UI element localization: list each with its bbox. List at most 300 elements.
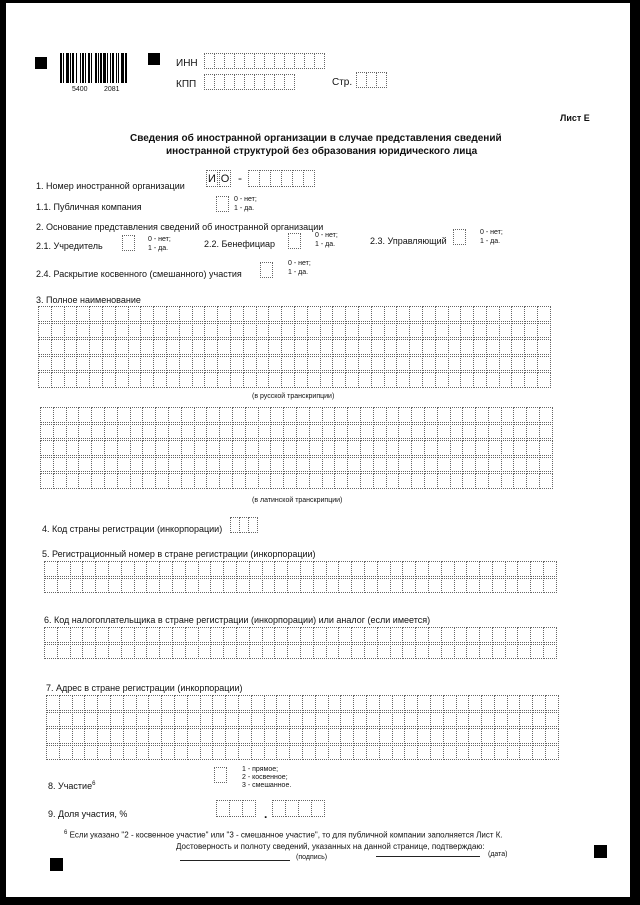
input-cell[interactable] bbox=[347, 424, 361, 440]
input-cell[interactable] bbox=[181, 440, 195, 456]
input-cell[interactable] bbox=[430, 695, 444, 711]
input-cell[interactable] bbox=[140, 372, 154, 388]
input-cell[interactable] bbox=[245, 424, 259, 440]
input-cell[interactable] bbox=[76, 339, 90, 355]
input-cell[interactable] bbox=[225, 745, 239, 761]
input-cell[interactable] bbox=[462, 440, 476, 456]
input-cell[interactable] bbox=[123, 695, 137, 711]
input-cell[interactable] bbox=[351, 578, 365, 594]
input-cell[interactable] bbox=[296, 457, 310, 473]
input-cell[interactable] bbox=[307, 323, 321, 339]
input-cell[interactable] bbox=[146, 644, 160, 660]
input-cell[interactable] bbox=[217, 306, 231, 322]
input-cell[interactable] bbox=[128, 372, 142, 388]
date-line[interactable] bbox=[376, 856, 480, 857]
taxpayer-code-grid[interactable] bbox=[44, 627, 556, 660]
input-cell[interactable] bbox=[217, 372, 231, 388]
input-cell[interactable] bbox=[507, 745, 521, 761]
input-cell[interactable] bbox=[192, 306, 206, 322]
input-cell[interactable] bbox=[532, 695, 546, 711]
input-cell[interactable] bbox=[40, 424, 54, 440]
input-cell[interactable] bbox=[194, 457, 208, 473]
input-cell[interactable] bbox=[78, 407, 92, 423]
input-cell[interactable] bbox=[53, 440, 67, 456]
input-cell[interactable] bbox=[179, 323, 193, 339]
input-cell[interactable] bbox=[475, 424, 489, 440]
input-cell[interactable] bbox=[82, 644, 96, 660]
input-cell[interactable] bbox=[462, 457, 476, 473]
input-cell[interactable] bbox=[328, 745, 342, 761]
input-cell[interactable] bbox=[268, 339, 282, 355]
input-cell[interactable] bbox=[411, 457, 425, 473]
input-cell[interactable] bbox=[376, 72, 387, 88]
input-cell[interactable] bbox=[194, 424, 208, 440]
input-cell[interactable] bbox=[313, 627, 327, 643]
input-cell[interactable] bbox=[206, 473, 220, 489]
input-cell[interactable] bbox=[84, 728, 98, 744]
input-cell[interactable] bbox=[428, 561, 442, 577]
input-cell[interactable] bbox=[66, 440, 80, 456]
input-cell[interactable] bbox=[172, 561, 186, 577]
input-cell[interactable] bbox=[251, 695, 265, 711]
input-cell[interactable] bbox=[258, 457, 272, 473]
input-cell[interactable] bbox=[243, 372, 257, 388]
input-cell[interactable] bbox=[51, 356, 65, 372]
input-cell[interactable] bbox=[392, 712, 406, 728]
input-cell[interactable] bbox=[264, 712, 278, 728]
input-cell[interactable] bbox=[82, 627, 96, 643]
input-cell[interactable] bbox=[526, 457, 540, 473]
input-cell[interactable] bbox=[148, 712, 162, 728]
input-cell[interactable] bbox=[245, 457, 259, 473]
input-cell[interactable] bbox=[44, 644, 58, 660]
input-cell[interactable] bbox=[384, 372, 398, 388]
input-cell[interactable] bbox=[72, 728, 86, 744]
input-cell[interactable] bbox=[108, 561, 122, 577]
input-cell[interactable] bbox=[245, 440, 259, 456]
input-cell[interactable] bbox=[334, 440, 348, 456]
full-name-ru-grid[interactable] bbox=[38, 306, 550, 389]
input-cell[interactable] bbox=[428, 627, 442, 643]
input-cell[interactable] bbox=[486, 323, 500, 339]
input-cell[interactable] bbox=[249, 578, 263, 594]
input-cell[interactable] bbox=[84, 745, 98, 761]
input-cell[interactable] bbox=[402, 627, 416, 643]
input-cell[interactable] bbox=[168, 473, 182, 489]
input-cell[interactable] bbox=[435, 356, 449, 372]
signature-line[interactable] bbox=[180, 860, 290, 861]
input-cell[interactable] bbox=[409, 339, 423, 355]
input-cell[interactable] bbox=[313, 578, 327, 594]
input-cell[interactable] bbox=[390, 627, 404, 643]
input-cell[interactable] bbox=[91, 440, 105, 456]
input-cell[interactable] bbox=[155, 424, 169, 440]
input-cell[interactable] bbox=[537, 339, 551, 355]
input-cell[interactable] bbox=[353, 712, 367, 728]
input-cell[interactable] bbox=[285, 800, 299, 817]
input-cell[interactable] bbox=[404, 728, 418, 744]
input-cell[interactable] bbox=[249, 627, 263, 643]
input-cell[interactable] bbox=[492, 561, 506, 577]
input-cell[interactable] bbox=[392, 728, 406, 744]
input-cell[interactable] bbox=[153, 323, 167, 339]
input-cell[interactable] bbox=[194, 440, 208, 456]
input-cell[interactable] bbox=[468, 745, 482, 761]
input-cell[interactable] bbox=[309, 407, 323, 423]
input-cell[interactable] bbox=[187, 712, 201, 728]
input-cell[interactable] bbox=[532, 712, 546, 728]
input-cell[interactable] bbox=[70, 561, 84, 577]
input-cell[interactable] bbox=[78, 457, 92, 473]
input-cell[interactable] bbox=[488, 457, 502, 473]
input-cell[interactable] bbox=[456, 745, 470, 761]
input-cell[interactable] bbox=[230, 372, 244, 388]
input-cell[interactable] bbox=[417, 712, 431, 728]
input-cell[interactable] bbox=[384, 356, 398, 372]
input-cell[interactable] bbox=[386, 473, 400, 489]
input-cell[interactable] bbox=[40, 457, 54, 473]
input-cell[interactable] bbox=[243, 339, 257, 355]
input-cell[interactable] bbox=[181, 424, 195, 440]
input-cell[interactable] bbox=[345, 323, 359, 339]
input-cell[interactable] bbox=[159, 578, 173, 594]
input-cell[interactable] bbox=[373, 473, 387, 489]
input-cell[interactable] bbox=[424, 407, 438, 423]
input-cell[interactable] bbox=[519, 695, 533, 711]
input-cell[interactable] bbox=[294, 323, 308, 339]
input-cell[interactable] bbox=[294, 356, 308, 372]
input-cell[interactable] bbox=[168, 457, 182, 473]
page-number-field[interactable] bbox=[356, 72, 386, 88]
input-cell[interactable] bbox=[415, 578, 429, 594]
input-cell[interactable] bbox=[424, 440, 438, 456]
input-cell[interactable] bbox=[270, 407, 284, 423]
input-cell[interactable] bbox=[236, 627, 250, 643]
input-cell[interactable] bbox=[313, 561, 327, 577]
input-cell[interactable] bbox=[320, 339, 334, 355]
input-cell[interactable] bbox=[223, 627, 237, 643]
input-cell[interactable] bbox=[104, 407, 118, 423]
input-cell[interactable] bbox=[95, 627, 109, 643]
input-cell[interactable] bbox=[307, 372, 321, 388]
input-cell[interactable] bbox=[366, 728, 380, 744]
input-cell[interactable] bbox=[428, 578, 442, 594]
input-cell[interactable] bbox=[172, 644, 186, 660]
input-cell[interactable] bbox=[338, 578, 352, 594]
input-cell[interactable] bbox=[115, 339, 129, 355]
input-cell[interactable] bbox=[136, 695, 150, 711]
input-cell[interactable] bbox=[256, 372, 270, 388]
input-cell[interactable] bbox=[219, 424, 233, 440]
input-cell[interactable] bbox=[168, 424, 182, 440]
input-cell[interactable] bbox=[296, 424, 310, 440]
input-cell[interactable] bbox=[122, 235, 135, 251]
input-cell[interactable] bbox=[230, 306, 244, 322]
input-cell[interactable] bbox=[353, 728, 367, 744]
input-cell[interactable] bbox=[128, 323, 142, 339]
input-cell[interactable] bbox=[517, 561, 531, 577]
input-cell[interactable] bbox=[214, 767, 227, 783]
input-cell[interactable] bbox=[212, 728, 226, 744]
input-cell[interactable] bbox=[443, 728, 457, 744]
input-cell[interactable] bbox=[302, 728, 316, 744]
input-cell[interactable] bbox=[530, 644, 544, 660]
input-cell[interactable] bbox=[409, 356, 423, 372]
input-cell[interactable] bbox=[334, 457, 348, 473]
input-cell[interactable] bbox=[289, 745, 303, 761]
input-cell[interactable] bbox=[396, 372, 410, 388]
input-cell[interactable] bbox=[486, 372, 500, 388]
input-cell[interactable] bbox=[192, 339, 206, 355]
input-cell[interactable] bbox=[51, 339, 65, 355]
input-cell[interactable] bbox=[404, 712, 418, 728]
input-cell[interactable] bbox=[166, 372, 180, 388]
input-cell[interactable] bbox=[524, 356, 538, 372]
input-cell[interactable] bbox=[89, 372, 103, 388]
input-cell[interactable] bbox=[148, 745, 162, 761]
input-cell[interactable] bbox=[441, 644, 455, 660]
input-cell[interactable] bbox=[117, 424, 131, 440]
input-cell[interactable] bbox=[117, 473, 131, 489]
input-cell[interactable] bbox=[488, 473, 502, 489]
input-cell[interactable] bbox=[386, 457, 400, 473]
input-cell[interactable] bbox=[95, 578, 109, 594]
public-company-field[interactable] bbox=[216, 196, 228, 212]
input-cell[interactable] bbox=[179, 306, 193, 322]
input-cell[interactable] bbox=[481, 728, 495, 744]
input-cell[interactable] bbox=[417, 695, 431, 711]
input-cell[interactable] bbox=[479, 578, 493, 594]
input-cell[interactable] bbox=[212, 745, 226, 761]
input-cell[interactable] bbox=[545, 728, 559, 744]
input-cell[interactable] bbox=[437, 457, 451, 473]
input-cell[interactable] bbox=[128, 356, 142, 372]
input-cell[interactable] bbox=[373, 407, 387, 423]
input-cell[interactable] bbox=[384, 323, 398, 339]
input-cell[interactable] bbox=[179, 372, 193, 388]
input-cell[interactable] bbox=[309, 457, 323, 473]
input-cell[interactable] bbox=[473, 356, 487, 372]
input-cell[interactable] bbox=[360, 473, 374, 489]
input-cell[interactable] bbox=[168, 407, 182, 423]
input-cell[interactable] bbox=[456, 728, 470, 744]
input-cell[interactable] bbox=[174, 745, 188, 761]
input-cell[interactable] bbox=[91, 407, 105, 423]
input-cell[interactable] bbox=[281, 306, 295, 322]
input-cell[interactable] bbox=[313, 644, 327, 660]
input-cell[interactable] bbox=[148, 695, 162, 711]
input-cell[interactable] bbox=[340, 712, 354, 728]
input-cell[interactable] bbox=[117, 457, 131, 473]
input-cell[interactable] bbox=[526, 424, 540, 440]
input-cell[interactable] bbox=[441, 561, 455, 577]
input-cell[interactable] bbox=[386, 440, 400, 456]
input-cell[interactable] bbox=[358, 372, 372, 388]
input-cell[interactable] bbox=[236, 644, 250, 660]
input-cell[interactable] bbox=[40, 407, 54, 423]
input-cell[interactable] bbox=[262, 561, 276, 577]
input-cell[interactable] bbox=[468, 695, 482, 711]
input-cell[interactable] bbox=[274, 578, 288, 594]
input-cell[interactable] bbox=[44, 561, 58, 577]
input-cell[interactable] bbox=[59, 712, 73, 728]
input-cell[interactable] bbox=[320, 356, 334, 372]
input-cell[interactable] bbox=[360, 440, 374, 456]
input-cell[interactable] bbox=[460, 339, 474, 355]
input-cell[interactable] bbox=[473, 372, 487, 388]
input-cell[interactable] bbox=[501, 407, 515, 423]
input-cell[interactable] bbox=[78, 424, 92, 440]
input-cell[interactable] bbox=[511, 372, 525, 388]
input-cell[interactable] bbox=[513, 440, 527, 456]
input-cell[interactable] bbox=[66, 473, 80, 489]
input-cell[interactable] bbox=[134, 561, 148, 577]
input-cell[interactable] bbox=[268, 323, 282, 339]
input-cell[interactable] bbox=[53, 407, 67, 423]
input-cell[interactable] bbox=[338, 561, 352, 577]
input-cell[interactable] bbox=[140, 323, 154, 339]
input-cell[interactable] bbox=[296, 407, 310, 423]
input-cell[interactable] bbox=[524, 306, 538, 322]
input-cell[interactable] bbox=[185, 627, 199, 643]
input-cell[interactable] bbox=[396, 339, 410, 355]
input-cell[interactable] bbox=[256, 306, 270, 322]
input-cell[interactable] bbox=[91, 457, 105, 473]
input-cell[interactable] bbox=[392, 695, 406, 711]
input-cell[interactable] bbox=[402, 578, 416, 594]
input-cell[interactable] bbox=[466, 578, 480, 594]
input-cell[interactable] bbox=[262, 644, 276, 660]
input-cell[interactable] bbox=[59, 695, 73, 711]
input-cell[interactable] bbox=[430, 728, 444, 744]
participation-field[interactable] bbox=[214, 767, 226, 783]
input-cell[interactable] bbox=[530, 578, 544, 594]
input-cell[interactable] bbox=[430, 712, 444, 728]
input-cell[interactable] bbox=[524, 339, 538, 355]
input-cell[interactable] bbox=[153, 306, 167, 322]
input-cell[interactable] bbox=[539, 473, 553, 489]
input-cell[interactable] bbox=[340, 695, 354, 711]
input-cell[interactable] bbox=[57, 578, 71, 594]
input-cell[interactable] bbox=[481, 695, 495, 711]
input-cell[interactable] bbox=[115, 323, 129, 339]
input-cell[interactable] bbox=[386, 407, 400, 423]
input-cell[interactable] bbox=[174, 695, 188, 711]
input-cell[interactable] bbox=[435, 306, 449, 322]
input-cell[interactable] bbox=[298, 800, 312, 817]
input-cell[interactable] bbox=[545, 695, 559, 711]
input-cell[interactable] bbox=[443, 712, 457, 728]
input-cell[interactable] bbox=[102, 306, 116, 322]
input-cell[interactable] bbox=[507, 695, 521, 711]
input-cell[interactable] bbox=[488, 407, 502, 423]
input-cell[interactable] bbox=[422, 356, 436, 372]
country-code-field[interactable] bbox=[230, 517, 257, 533]
input-cell[interactable] bbox=[415, 561, 429, 577]
input-cell[interactable] bbox=[270, 457, 284, 473]
input-cell[interactable] bbox=[155, 407, 169, 423]
full-name-lat-grid[interactable] bbox=[40, 407, 552, 490]
input-cell[interactable] bbox=[104, 473, 118, 489]
input-cell[interactable] bbox=[91, 424, 105, 440]
input-cell[interactable] bbox=[424, 424, 438, 440]
input-cell[interactable] bbox=[402, 644, 416, 660]
input-cell[interactable] bbox=[441, 578, 455, 594]
input-cell[interactable] bbox=[466, 627, 480, 643]
input-cell[interactable] bbox=[38, 323, 52, 339]
input-cell[interactable] bbox=[166, 306, 180, 322]
input-cell[interactable] bbox=[315, 695, 329, 711]
input-cell[interactable] bbox=[326, 561, 340, 577]
input-cell[interactable] bbox=[473, 306, 487, 322]
input-cell[interactable] bbox=[505, 627, 519, 643]
input-cell[interactable] bbox=[294, 339, 308, 355]
input-cell[interactable] bbox=[334, 424, 348, 440]
input-cell[interactable] bbox=[89, 339, 103, 355]
input-cell[interactable] bbox=[437, 424, 451, 440]
input-cell[interactable] bbox=[95, 561, 109, 577]
input-cell[interactable] bbox=[230, 323, 244, 339]
input-cell[interactable] bbox=[415, 644, 429, 660]
input-cell[interactable] bbox=[97, 745, 111, 761]
input-cell[interactable] bbox=[146, 627, 160, 643]
input-cell[interactable] bbox=[507, 728, 521, 744]
input-cell[interactable] bbox=[296, 473, 310, 489]
input-cell[interactable] bbox=[59, 745, 73, 761]
input-cell[interactable] bbox=[206, 440, 220, 456]
input-cell[interactable] bbox=[134, 578, 148, 594]
input-cell[interactable] bbox=[142, 457, 156, 473]
input-cell[interactable] bbox=[70, 627, 84, 643]
inn-field[interactable] bbox=[204, 53, 324, 69]
input-cell[interactable] bbox=[460, 372, 474, 388]
input-cell[interactable] bbox=[46, 728, 60, 744]
input-cell[interactable] bbox=[347, 407, 361, 423]
input-cell[interactable] bbox=[146, 561, 160, 577]
input-cell[interactable] bbox=[379, 712, 393, 728]
input-cell[interactable] bbox=[424, 473, 438, 489]
input-cell[interactable] bbox=[437, 407, 451, 423]
input-cell[interactable] bbox=[396, 356, 410, 372]
input-cell[interactable] bbox=[274, 561, 288, 577]
input-cell[interactable] bbox=[443, 695, 457, 711]
input-cell[interactable] bbox=[251, 728, 265, 744]
input-cell[interactable] bbox=[82, 561, 96, 577]
input-cell[interactable] bbox=[76, 372, 90, 388]
input-cell[interactable] bbox=[84, 712, 98, 728]
input-cell[interactable] bbox=[473, 339, 487, 355]
founder-field[interactable] bbox=[122, 235, 134, 251]
input-cell[interactable] bbox=[161, 712, 175, 728]
input-cell[interactable] bbox=[187, 728, 201, 744]
input-cell[interactable] bbox=[200, 712, 214, 728]
input-cell[interactable] bbox=[198, 627, 212, 643]
input-cell[interactable] bbox=[248, 517, 258, 533]
input-cell[interactable] bbox=[181, 473, 195, 489]
input-cell[interactable] bbox=[130, 457, 144, 473]
input-cell[interactable] bbox=[78, 440, 92, 456]
input-cell[interactable] bbox=[223, 644, 237, 660]
input-cell[interactable] bbox=[258, 424, 272, 440]
input-cell[interactable] bbox=[338, 644, 352, 660]
input-cell[interactable] bbox=[371, 339, 385, 355]
input-cell[interactable] bbox=[270, 473, 284, 489]
input-cell[interactable] bbox=[340, 745, 354, 761]
input-cell[interactable] bbox=[454, 644, 468, 660]
input-cell[interactable] bbox=[513, 424, 527, 440]
input-cell[interactable] bbox=[264, 728, 278, 744]
input-cell[interactable] bbox=[539, 440, 553, 456]
